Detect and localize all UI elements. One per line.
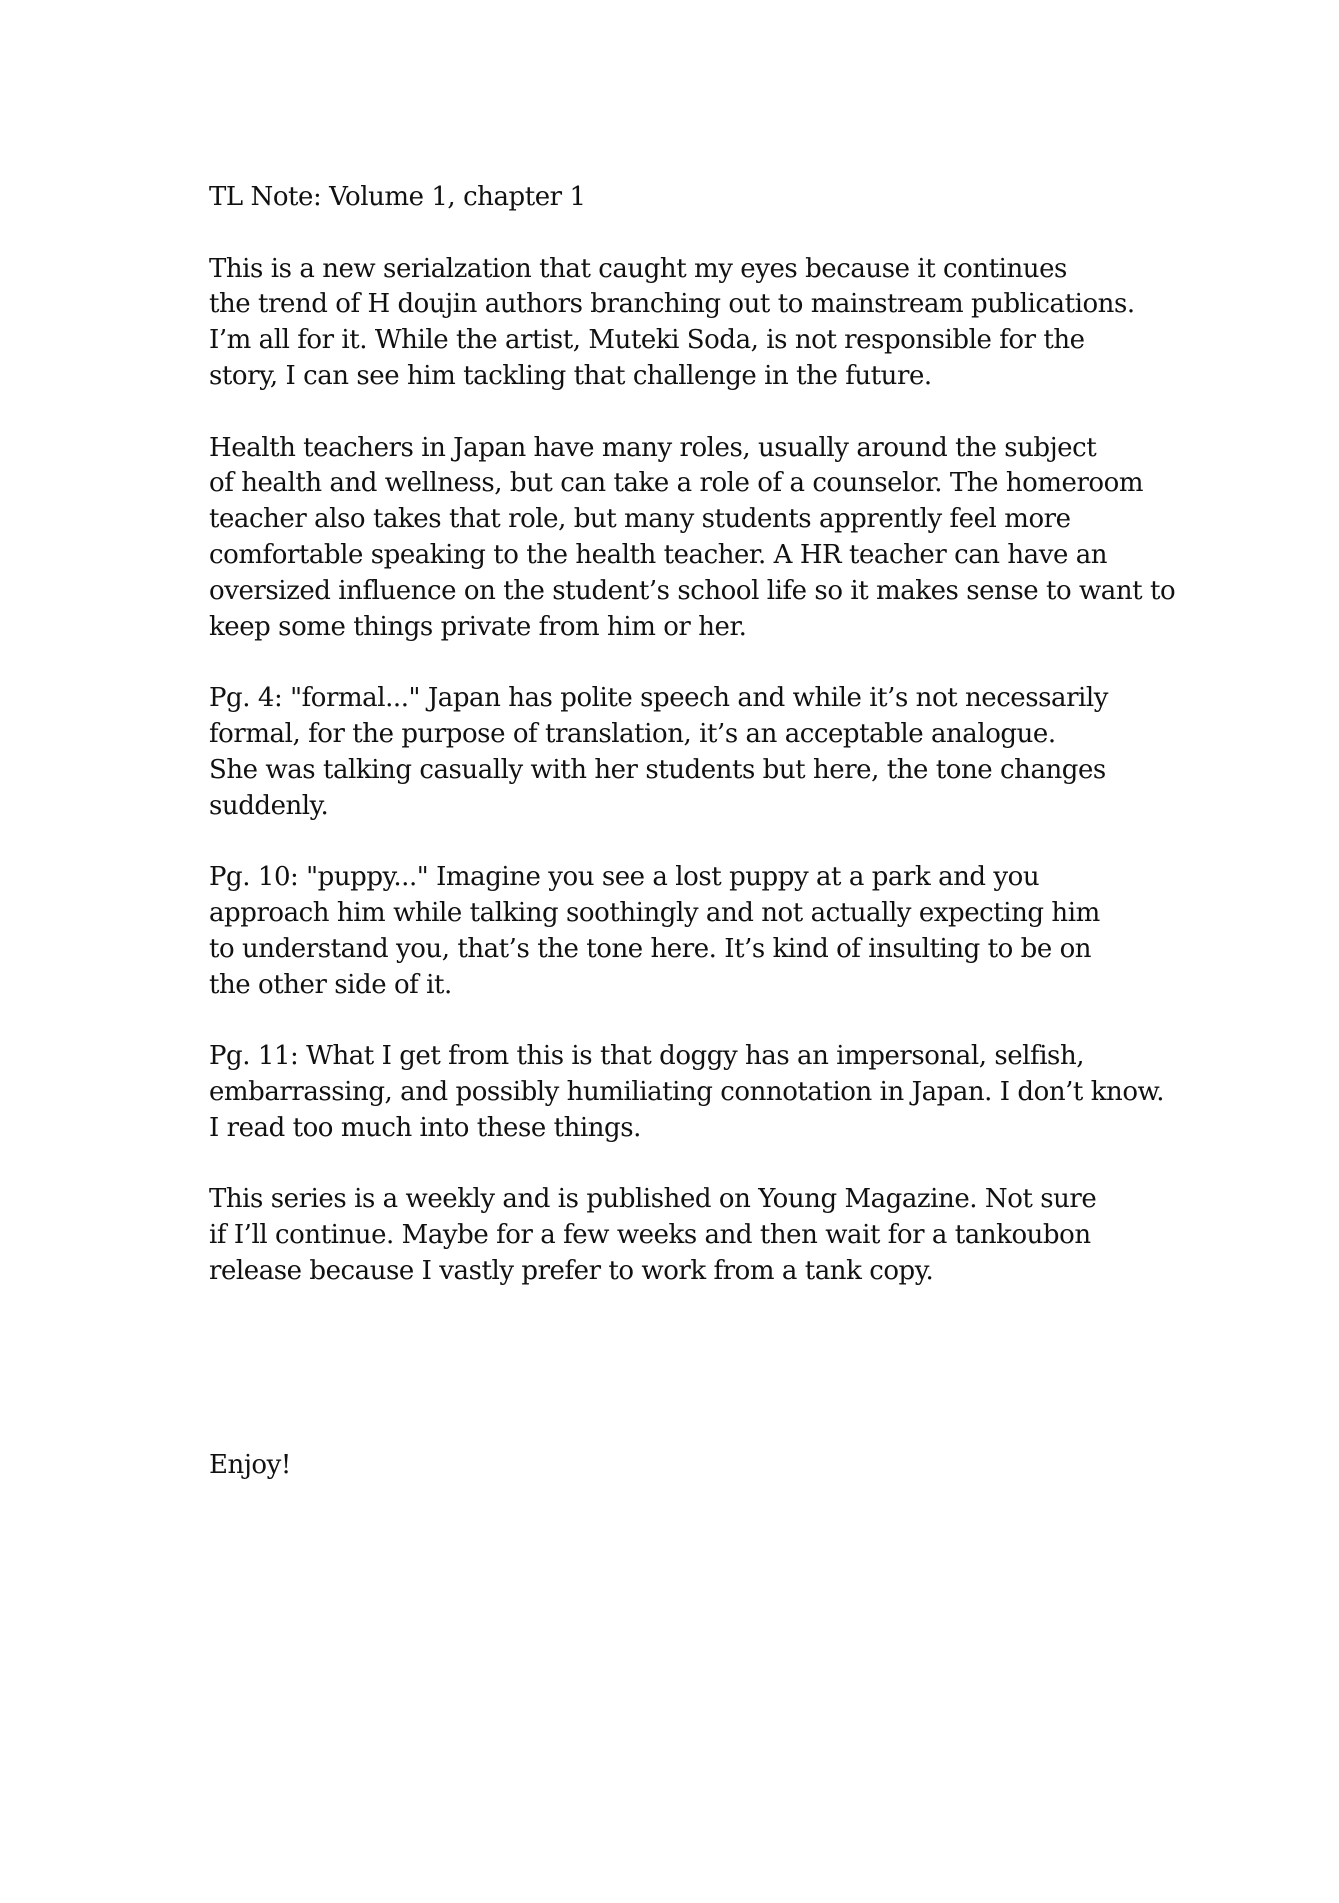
text-line: teacher also takes that role, but many students apprently feel more — [209, 504, 1071, 535]
text-line: if I’ll continue. Maybe for a few weeks and then wait for a tankoubon — [209, 1220, 1091, 1251]
text-line: keep some things private from him or her. — [209, 611, 747, 642]
closing-text: Enjoy! — [209, 1450, 291, 1480]
text-line: the other side of it. — [209, 969, 452, 1000]
paragraph-page-4-note — [209, 681, 1309, 824]
text-line: Pg. 10: "puppy..." Imagine you see a lost puppy at a park and you — [209, 862, 1040, 893]
text-line: comfortable speaking to the health teacher. A HR teacher can have an — [209, 539, 1108, 570]
text-line: Pg. 11: What I get from this is that doggy has an impersonal, selfish, — [209, 1041, 1085, 1072]
text-line: approach him while talking soothingly and not actually expecting him — [209, 897, 1100, 928]
paragraph-page-10-note — [209, 860, 1309, 1003]
paragraph-series-info — [209, 1182, 1309, 1289]
text-line: the trend of H doujin authors branching out to mainstream publications. — [209, 289, 1135, 320]
text-line: oversized influence on the student’s school life so it makes sense to want to — [209, 575, 1176, 606]
text-line: I read too much into these things. — [209, 1112, 641, 1143]
document-title: TL Note: Volume 1, chapter 1 — [209, 182, 586, 212]
text-line: This series is a weekly and is published on Young Magazine. Not sure — [209, 1184, 1097, 1215]
text-line: embarrassing, and possibly humiliating connotation in Japan. I don’t know. — [209, 1076, 1165, 1107]
text-line: to understand you, that’s the tone here. It’s kind of insulting to be on — [209, 933, 1092, 964]
paragraph-intro — [209, 252, 1309, 395]
text-line: Pg. 4: "formal..." Japan has polite speech and while it’s not necessarily — [209, 683, 1109, 714]
text-line: formal, for the purpose of translation, it’s an acceptable analogue. — [209, 718, 1056, 749]
paragraph-page-11-note — [209, 1039, 1309, 1146]
text-line: This is a new serialzation that caught my eyes because it continues — [209, 253, 1067, 284]
text-line: I’m all for it. While the artist, Muteki Soda, is not responsible for the — [209, 325, 1085, 356]
text-line: She was talking casually with her students but here, the tone changes — [209, 754, 1106, 785]
translation-note-document — [209, 180, 1309, 1326]
text-line: suddenly. — [209, 790, 329, 821]
text-line: story, I can see him tackling that challenge in the future. — [209, 360, 932, 391]
text-line: of health and wellness, but can take a role of a counselor. The homeroom — [209, 468, 1144, 499]
text-line: release because I vastly prefer to work from a tank copy. — [209, 1255, 934, 1286]
text-line: Health teachers in Japan have many roles, usually around the subject — [209, 432, 1097, 463]
paragraph-health-teachers — [209, 431, 1309, 646]
